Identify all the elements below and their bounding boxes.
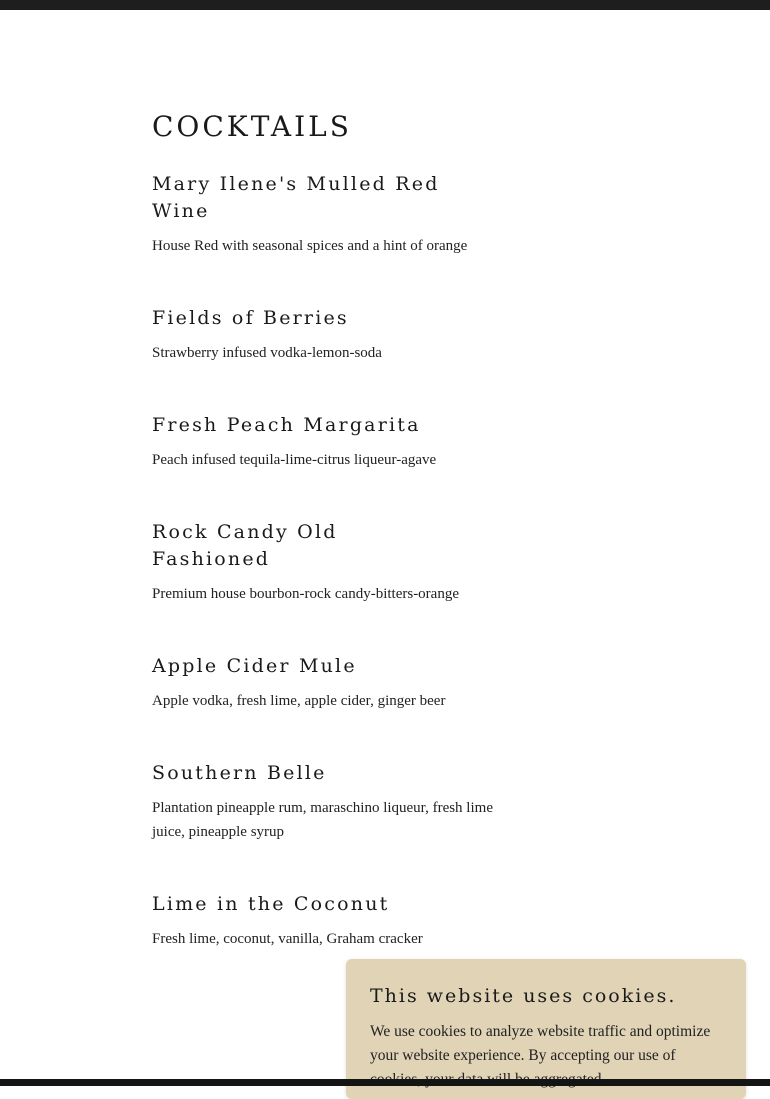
menu-item <box>152 171 497 258</box>
cocktail-menu <box>152 110 497 998</box>
menu-item-name: Rock Candy Old Fashioned <box>152 521 338 570</box>
menu-item-description: Plantation pineapple rum, maraschino liqueur, fresh lime juice, pineapple syrup <box>152 800 493 840</box>
menu-item-description: Premium house bourbon-rock candy-bitters-orange <box>152 586 459 602</box>
cookie-banner-title: This website uses cookies. <box>370 985 677 1007</box>
menu-item-name: Fresh Peach Margarita <box>152 414 421 436</box>
menu-item-name: Southern Belle <box>152 762 327 784</box>
menu-item <box>152 519 497 606</box>
menu-item-description: Strawberry infused vodka-lemon-soda <box>152 345 382 361</box>
menu-item <box>152 412 497 472</box>
menu-item-name: Mary Ilene's Mulled Red Wine <box>152 173 440 222</box>
menu-item-description: Fresh lime, coconut, vanilla, Graham cracker <box>152 931 423 947</box>
menu-item-name: Lime in the Coconut <box>152 893 390 915</box>
bottom-bar <box>0 1079 770 1086</box>
menu-item <box>152 653 497 713</box>
menu-item <box>152 305 497 365</box>
menu-item-list <box>152 171 497 951</box>
section-title: COCKTAILS <box>152 110 352 143</box>
menu-item-name: Fields of Berries <box>152 307 349 329</box>
cookie-banner <box>346 959 746 1099</box>
cookie-banner-text: We use cookies to analyze website traffic and optimize your website experience. By accepting our use of <box>370 1023 711 1064</box>
menu-item <box>152 760 497 844</box>
menu-item-description: House Red with seasonal spices and a hint of orange <box>152 238 468 254</box>
menu-item-name: Apple Cider Mule <box>152 655 357 677</box>
menu-item-description: Peach infused tequila-lime-citrus liqueur-agave <box>152 452 437 468</box>
menu-item <box>152 891 497 951</box>
top-bar <box>0 0 770 10</box>
menu-item-description: Apple vodka, fresh lime, apple cider, ginger beer <box>152 693 446 709</box>
